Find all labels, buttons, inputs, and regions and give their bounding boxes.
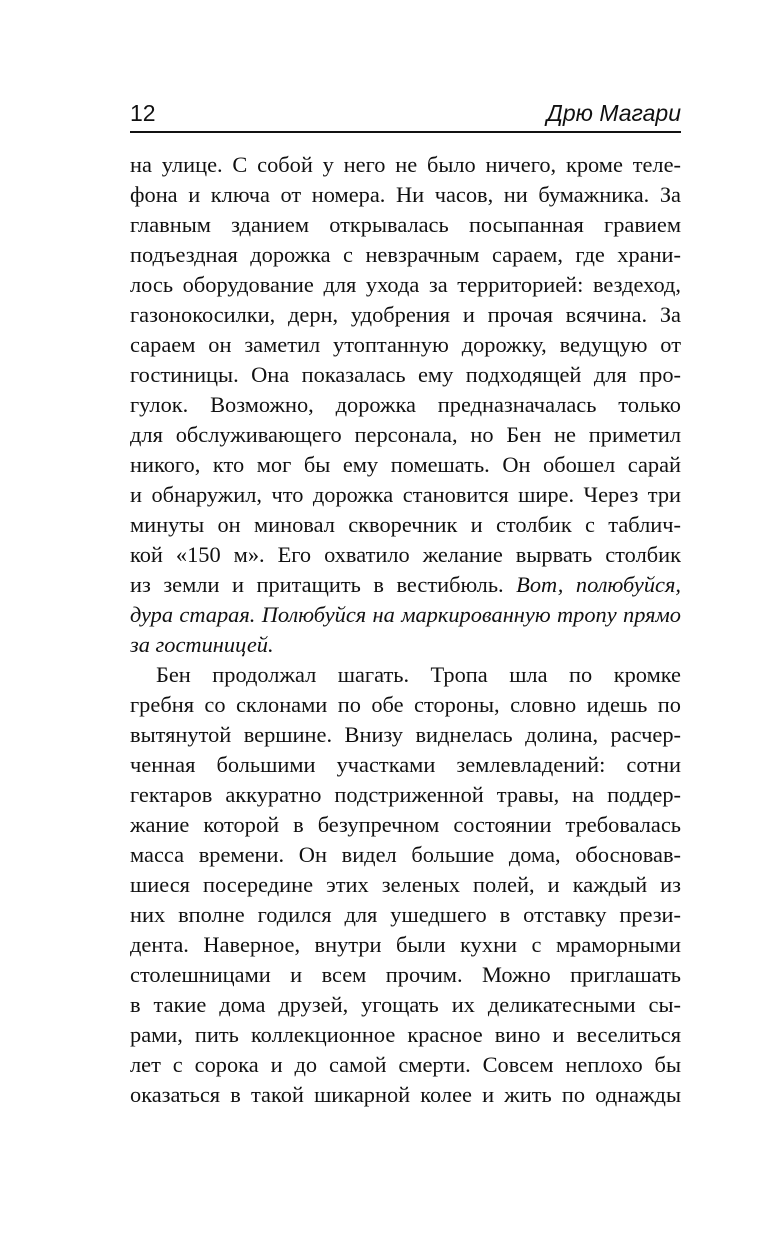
text-line: гостиницы. Она показалась ему подходящей для про- xyxy=(130,362,681,387)
text-line: гребня со склонами по обе стороны, словно идешь по xyxy=(130,692,681,717)
text-line: них вполне годился для ушедшего в отставку прези- xyxy=(130,902,681,927)
text-line: для обслуживающего персонала, но Бен не приметил xyxy=(130,422,681,447)
text-line: никого, кто мог бы ему помешать. Он обошел сарай xyxy=(130,452,681,477)
text-line: вытянутой вершине. Внизу виднелась долина, расчер- xyxy=(130,722,681,747)
text-line-mixed xyxy=(130,570,681,600)
header-rule xyxy=(130,131,681,133)
italic-segment: Вот, полюбуйся, xyxy=(503,572,681,597)
text-line-italic: за гостиницей. xyxy=(130,632,274,657)
body-text xyxy=(130,150,681,1110)
text-line: лет с сорока и до самой смерти. Совсем неплохо бы xyxy=(130,1052,681,1077)
text-line: масса времени. Он видел большие дома, обосновав- xyxy=(130,842,681,867)
text-line: Бен продолжал шагать. Тропа шла по кромке xyxy=(156,662,681,687)
text-line: гектаров аккуратно подстриженной травы, на поддер- xyxy=(130,782,681,807)
text-line: минуты он миновал скворечник и столбик с таблич- xyxy=(130,512,681,537)
text-line: дента. Наверное, внутри были кухни с мраморными xyxy=(130,932,681,957)
running-title: Дрю Магари xyxy=(546,100,681,126)
text-line: рами, пить коллекционное красное вино и веселиться xyxy=(130,1022,681,1047)
text-line: гулок. Возможно, дорожка предназначалась только xyxy=(130,392,681,417)
text-line: оказаться в такой шикарной колее и жить по однажды xyxy=(130,1082,681,1107)
text-line: на улице. С собой у него не было ничего, кроме теле- xyxy=(130,152,681,177)
text-line: шиеся посередине этих зеленых полей, и каждый из xyxy=(130,872,681,897)
text-line: кой «150 м». Его охватило желание вырвать столбик xyxy=(130,542,681,567)
text-line: и обнаружил, что дорожка становится шире. Через три xyxy=(130,482,681,507)
text-line: главным зданием открывалась посыпанная гравием xyxy=(130,212,681,237)
text-line: ченная большими участками землевладений: сотни xyxy=(130,752,681,777)
text-line: сараем он заметил утоптанную дорожку, ведущую от xyxy=(130,332,681,357)
text-line: столешницами и всем прочим. Можно приглашать xyxy=(130,962,681,987)
text-line: газонокосилки, дерн, удобрения и прочая всячина. За xyxy=(130,302,681,327)
page-header xyxy=(130,98,681,130)
text-segment: из земли и притащить в вестибюль. xyxy=(130,572,504,597)
text-line: фона и ключа от номера. Ни часов, ни бумажника. За xyxy=(130,182,681,207)
text-line: жание которой в безупречном состоянии требовалась xyxy=(130,812,681,837)
text-line: подъездная дорожка с невзрачным сараем, где храни- xyxy=(130,242,681,267)
page-number: 12 xyxy=(130,100,156,126)
text-line: лось оборудование для ухода за территорией: вездеход, xyxy=(130,272,681,297)
text-line: в такие дома друзей, угощать их деликатесными сы- xyxy=(130,992,681,1017)
text-line-italic: дура старая. Полюбуйся на маркированную тропу прямо xyxy=(130,602,681,627)
